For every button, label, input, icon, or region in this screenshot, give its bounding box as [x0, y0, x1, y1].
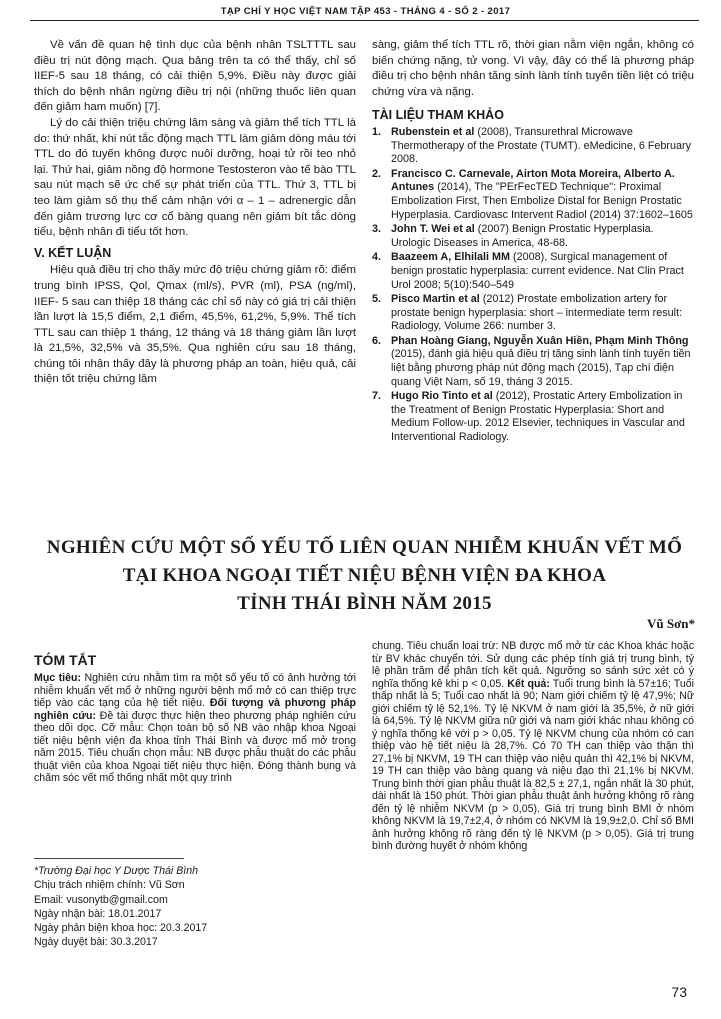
reference-item: 1. Rubenstein et al (2008), Transurethral Microwave Thermotherapy of the Prostate (TUMT). eMedicine, 6 February 2008.: [372, 125, 692, 166]
right-column: [372, 38, 694, 446]
reference-item: 7. Hugo Rio Tinto et al (2012), Prostatic Artery Embolization in the Treatment of Benign Prostatic Hyperplasia: Short and Medium Follow-up. 2012 Elsevier, techniques in Vascular and Interventional Radiology.: [372, 390, 685, 444]
journal-header: TẠP CHÍ Y HỌC VIỆT NAM TẬP 453 - THÁNG 4 - SỐ 2 - 2017: [220, 6, 511, 17]
received-date: Ngày nhận bài: 18.01.2017: [34, 907, 162, 920]
section-heading-references: TÀI LIỆU THAM KHẢO: [372, 108, 504, 123]
responsible-author: Chịu trách nhiệm chính: Vũ Sơn: [34, 879, 185, 892]
abstract-right: chung. Tiêu chuẩn loại trừ: NB được mổ mở từ các Khoa khác hoặc từ BV khác chuyển tới. Sử dụng các phép tính giá trị trung bình, tỷ lệ phần trăm để phân tích kết quả. Ngưỡng so sánh sức xét có ý nghĩa thống kê khi p < 0,05. Kết quả: Tuổi trung bình là 57±16; Tuổi thấp nhất là 5; Tuổi cao nhất là 90; Nam giới chiếm tỷ lệ 47,9%; Nữ giới chiếm tỷ lệ 52,1%. Tỷ lệ NKVM ở nam giới là 35,5%, ở nữ giới là 64,5%. Tỷ lệ NKVM giữa nữ giới và nam giới khác nhau không có ý nghĩa thống kê với p > 0,05. Tỷ lệ NKVM chung của nhóm có can thiệp vào hệ tiết niệu là 28,7%. Có 70 TH can thiệp vào thận thì 27,1% bị NKVM, 19 TH can thiệp vào niệu quản thì 42,1% bị NKVM, 19 TH can thiệp vào bàng quang và niệu đạo thì 21,1% bị NKVM. Trung bình thời gian phẫu thuật là 82,5 ± 27,1, ngắn nhất là 30 phút, dài nhất là 150 phút. Thời gian phẫu thuật ảnh hưởng không rõ ràng đến tỷ lệ nhiễm NKVM (p > 0,05). Giá trị trung bình BMI ở nhóm không NKVM là 19,7±2,4, ở nhóm có NKVM là 19,9±2,0. Chỉ số BMI ảnh hưởng không rõ ràng đến tỷ lệ NKVM (p > 0,05). Giá trị trung bình đường huyết ở nhóm không: [372, 640, 695, 852]
article-title-line: NGHIÊN CỨU MỘT SỐ YẾU TỐ LIÊN QUAN NHIỄM KHUẨN VẾT MỔ: [46, 537, 683, 558]
section-heading-conclusion: V. KẾT LUẬN: [34, 245, 112, 260]
paragraph: Lý do cải thiện triệu chứng lâm sàng và giảm thể tích TTL là do: thứ nhất, khi nút tắc động mạch TTL làm giảm dòng máu tới TTL do đó tuyến không được nuôi dưỡng, hoại tử rồi teo nhỏ lại. Thứ hai, giảm nồng độ hormone Testosteron vào tế bào TTL sau nút mạch sẽ ức chế sự phát triển của TTL. Thứ 3, TTL bị teo làm giảm số thụ thể cảm nhận với α – 1 – adrenergic dẫn đến giảm trương lực cơ cổ bàng quang nên giảm bít tắc dòng tiểu, bệnh nhân đi tiểu tốt hơn.: [34, 116, 356, 239]
abstract-heading: TÓM TẮT: [34, 652, 97, 668]
reference-item: 3. John T. Wei et al (2007) Benign Prostatic Hyperplasia. Urologic Diseases in America, 48-68.: [372, 223, 654, 249]
reference-item: 2. Francisco C. Carnevale, Airton Mota Moreira, Alberto A. Antunes (2014), The "PErFecTED Technique": Proximal Embolization First, Then Embolize Distal for Benign Prostatic Hyperplasia. Cardiovasc Intervent Radiol (2014) 37:1602–1605: [372, 167, 693, 221]
abstract-left: Mục tiêu: Nghiên cứu nhằm tìm ra một số yếu tố có ảnh hưởng tới nhiễm khuẩn vết mổ ở những người bệnh mổ mở có can thiệp trực tiếp vào các tạng của hệ tiết niệu. Đối tượng và phương pháp nghiên cứu: Đề tài được thực hiện theo phương pháp nghiên cứu theo dõi dọc. Cỡ mẫu: Chọn toàn bộ số NB vào nhập khoa Ngoại tiết niệu bệnh viện đa khoa tỉnh Thái Bình và được mổ mở trong năm 2015. Tiêu chuẩn chọn mẫu: NB được phẫu thuật do các phẫu thuật viên của khoa Ngoại tiết niệu thực hiện. Đóng thành bụng và chăm sóc vết mổ thống nhất một quy trình: [34, 672, 357, 784]
article-title-line: TỈNH THÁI BÌNH NĂM 2015: [237, 593, 492, 614]
header-rule: [30, 20, 699, 21]
article-author: Vũ Sơn*: [646, 616, 695, 631]
reference-item: 4. Baazeem A, Elhilali MM (2008), Surgical management of benign prostatic hyperplasia: current evidence. Nat Clin Pract Urol 2008; 5(10):540–549: [372, 251, 684, 291]
footnote: [34, 864, 356, 950]
paragraph: Hiệu quả điều trị cho thấy mức độ triệu chứng giảm rõ: điểm trung bình IPSS, Qol, Qmax (ml/s), PVR (ml), PSA (ng/ml), IIEF- 5 sau can thiệp 18 tháng các chỉ số này có giá trị cải thiện lần lượt là 15,5 điểm, 2,1 điểm, 45,5%, 61,2%, 5,9%. Thể tích TTL sau can thiệp 1 tháng, 12 tháng và 18 tháng giảm lần lượt là 21,5%, 32,5% và 35,5%. Qua nghiên cứu sau 18 tháng, chúng tôi nhận thấy đây là phương pháp an toàn, hiệu quả, cải thiện tốt triệu chứng lâm: [34, 264, 356, 386]
reference-item: 6. Phan Hoàng Giang, Nguyễn Xuân Hiền, Phạm Minh Thông (2015), đánh giá hiệu quả điều trị tăng sinh lành tính tuyến tiền liệt bằng phương pháp nút động mạch (2015), Tạp chí điện quang Việt Nam, số 19, tháng 3 2015.: [372, 334, 691, 388]
email: Email: vusonytb@gmail.com: [34, 893, 168, 906]
affiliation: *Trường Đại học Y Dược Thái Bình: [34, 865, 199, 877]
page-number: 73: [671, 984, 687, 1000]
reviewed-date: Ngày phản biện khoa học: 20.3.2017: [34, 922, 208, 935]
paragraph: sàng, giảm thể tích TTL rõ, thời gian nằm viện ngắn, không có biến chứng nặng, tử vong. Vì vậy, đây có thể là phương pháp điều trị cho bệnh nhân tăng sinh lành tính tuyến tiền liệt có triệu chứng vừa và nặng.: [372, 39, 694, 98]
left-column: [34, 38, 356, 388]
approved-date: Ngày duyệt bài: 30.3.2017: [34, 936, 158, 949]
paragraph: Về vấn đề quan hệ tình dục của bệnh nhân TSLTTTL sau điều trị nút động mạch. Qua bảng trên ta có thể thấy, chỉ số IIEF-5 sau 18 tháng, có cải thiện 5,9%. Điều này được giải thích do bệnh nhân ngừng điều trị nội (những thuốc liên quan đến giảm ham muốn) [7].: [34, 39, 356, 114]
reference-list: [372, 126, 694, 445]
reference-item: 5. Pisco Martin et al (2012) Prostate embolization artery for prostate benign hyperplasia: short – intermediate term result: Radiology, Volume 266: number 3.: [372, 293, 683, 333]
footnote-rule: [34, 858, 184, 859]
article-title-line: TẠI KHOA NGOẠI TIẾT NIỆU BỆNH VIỆN ĐA KHOA: [122, 565, 607, 586]
